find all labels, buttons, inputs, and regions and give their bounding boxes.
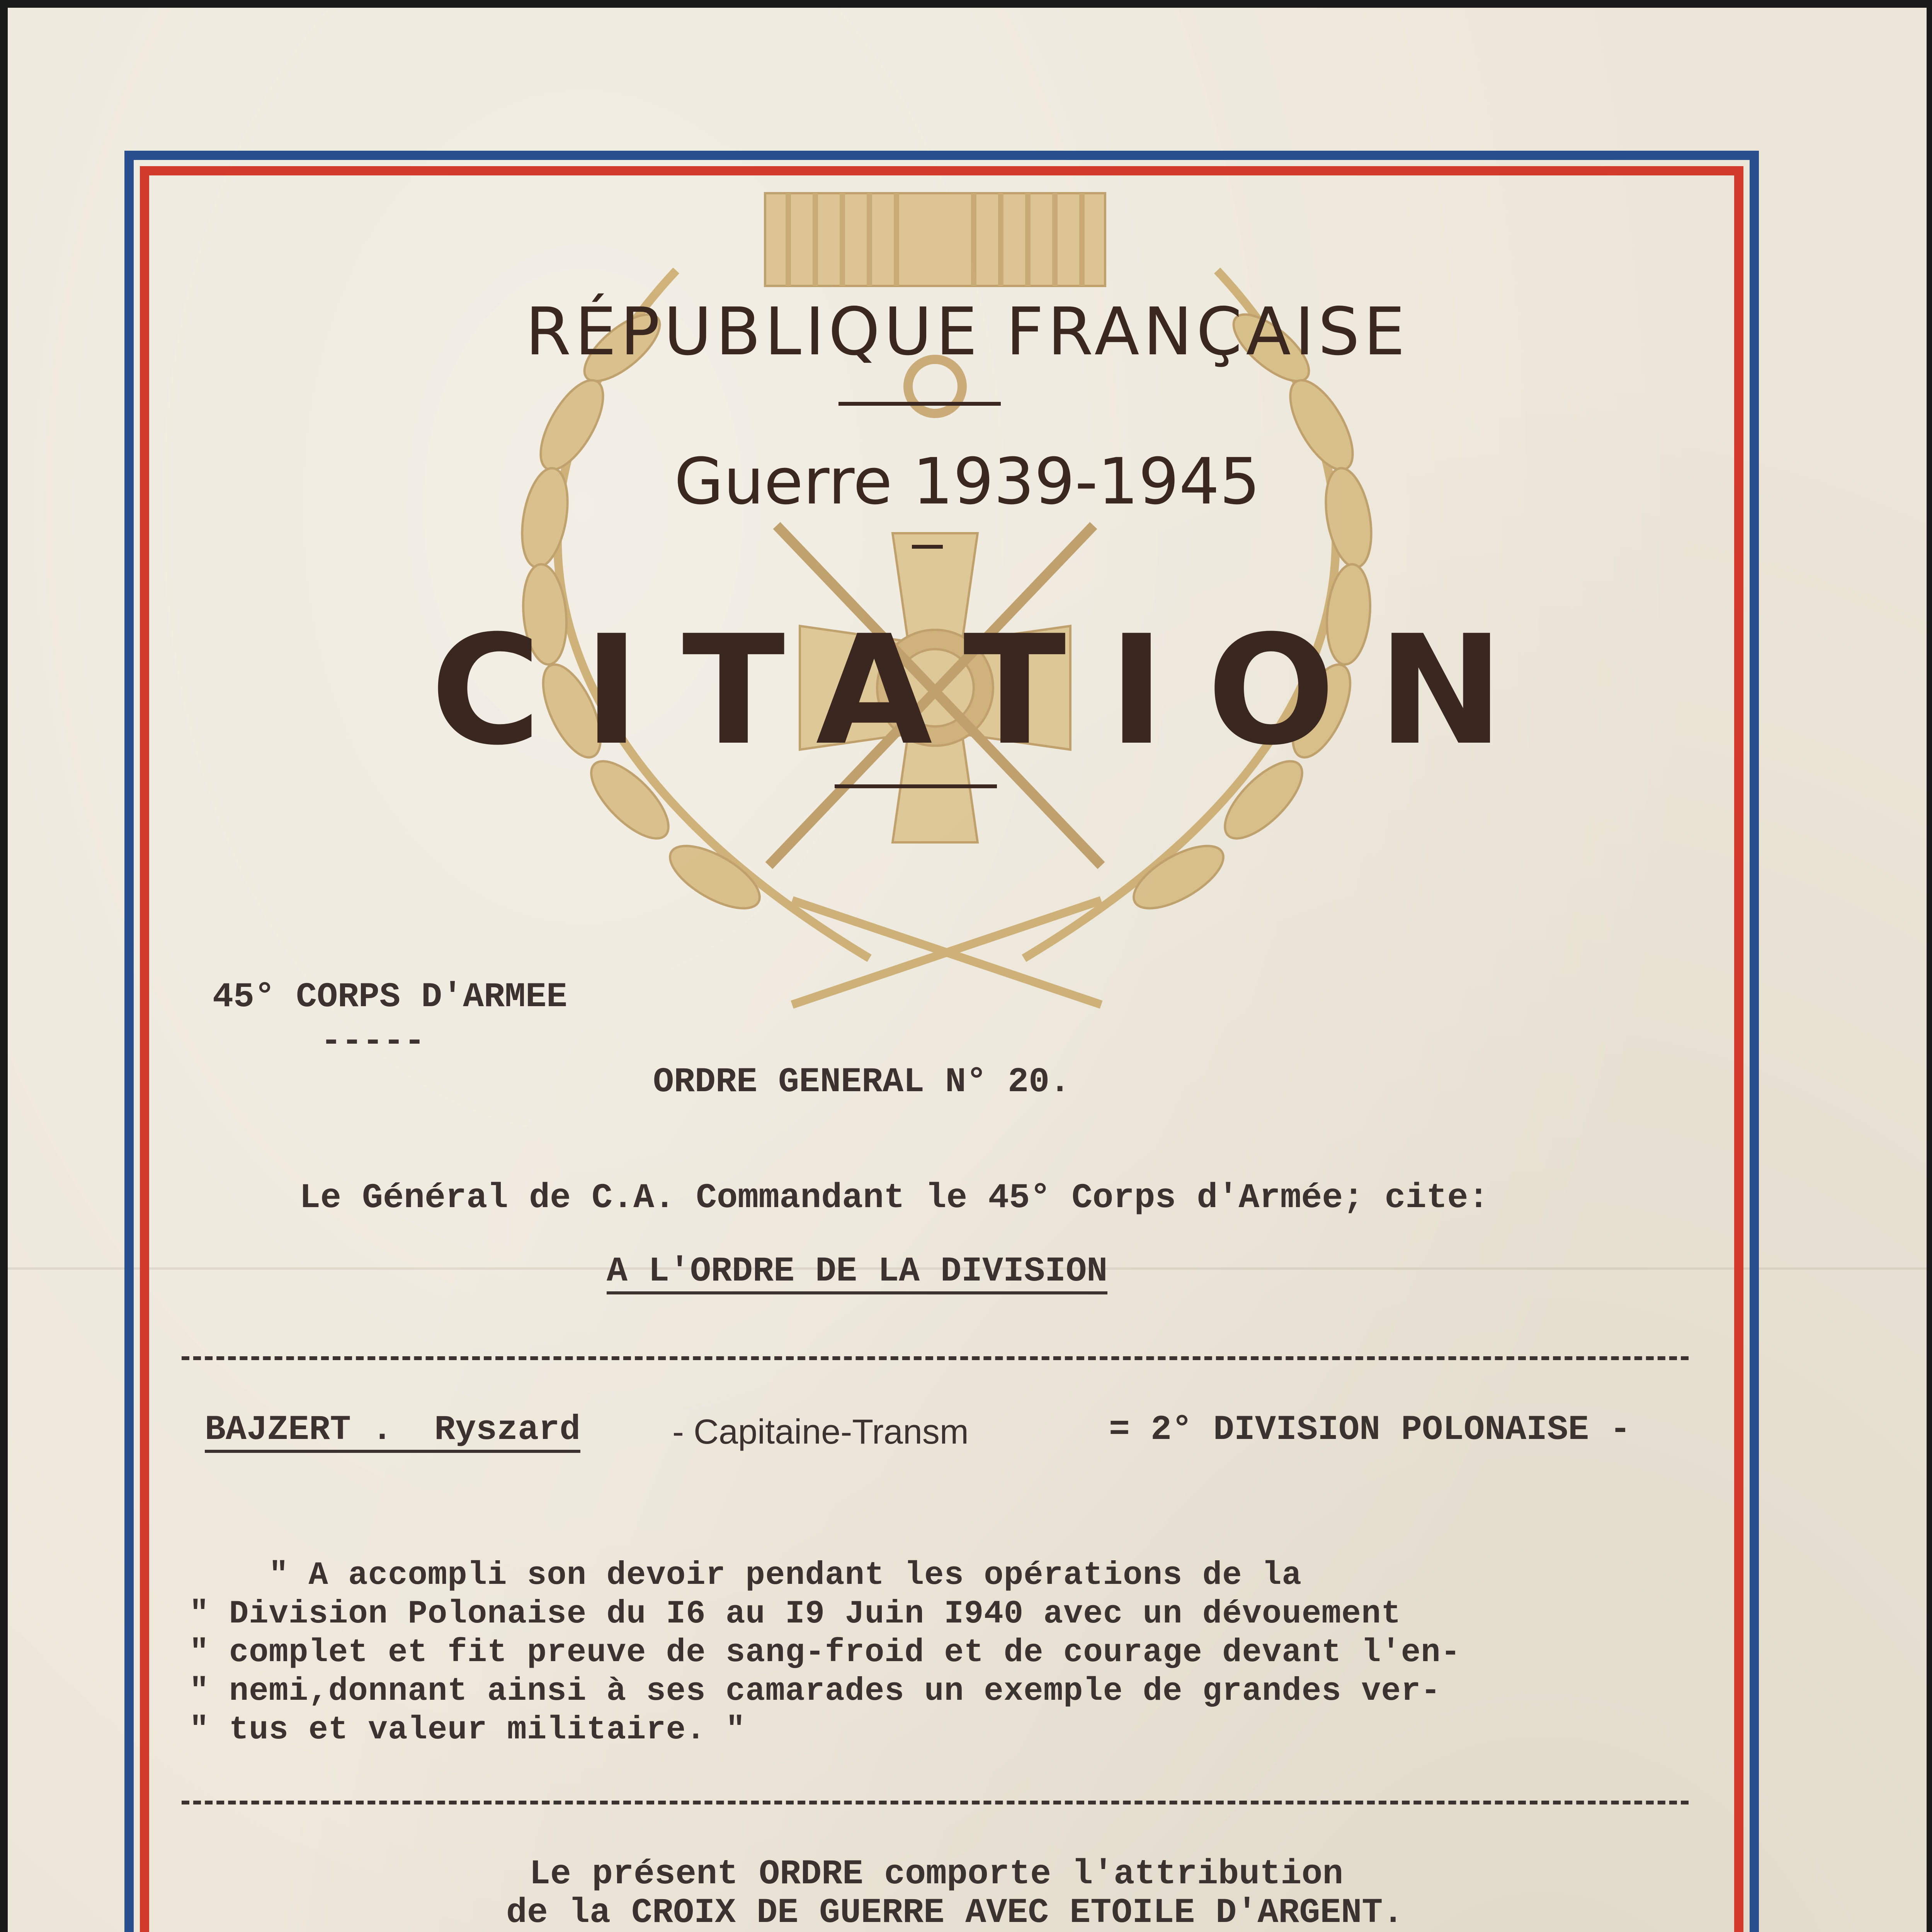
- award-line: Le présent ORDRE comporte l'attribution: [529, 1855, 1344, 1894]
- person-name: BAJZERT . Ryszard: [205, 1410, 580, 1453]
- header-republique: RÉPUBLIQUE FRANÇAISE: [525, 294, 1409, 370]
- motif-line: " A accompli son devoir pendant les opérations de la: [189, 1557, 1302, 1594]
- dashed-separator-top: [182, 1356, 1689, 1360]
- ordre-general: ORDRE GENERAL N° 20.: [653, 1063, 1071, 1102]
- motif-line: " Division Polonaise du I6 au I9 Juin I940 avec un dévouement: [189, 1596, 1401, 1633]
- header-rule-small: [912, 545, 943, 549]
- header-guerre: Guerre 1939-1945: [674, 444, 1260, 519]
- general-line: Le Général de C.A. Commandant le 45° Corps d'Armée; cite:: [299, 1179, 1489, 1218]
- person-unit: = 2° DIVISION POLONAISE -: [1109, 1410, 1631, 1450]
- header-rule-bottom: [835, 784, 997, 788]
- dashed-separator-bottom: [182, 1801, 1689, 1804]
- motif-line: " complet et fit preuve de sang-froid et de courage devant l'en-: [189, 1634, 1461, 1671]
- motif-line: " nemi,donnant ainsi à ses camarades un exemple de grandes ver-: [189, 1673, 1441, 1710]
- header-citation: CITATION: [430, 603, 1546, 778]
- corps-underline: -----: [321, 1022, 425, 1061]
- corps-label: 45° CORPS D'ARMEE: [213, 978, 568, 1017]
- person-rank: - Capitaine-Transm: [672, 1413, 969, 1451]
- ordre-division: A L'ORDRE DE LA DIVISION: [607, 1252, 1107, 1294]
- header-rule: [838, 402, 1001, 406]
- motif-line: " tus et valeur militaire. ": [189, 1712, 746, 1748]
- award-line: de la CROIX DE GUERRE AVEC ETOILE D'ARGENT.: [506, 1893, 1404, 1932]
